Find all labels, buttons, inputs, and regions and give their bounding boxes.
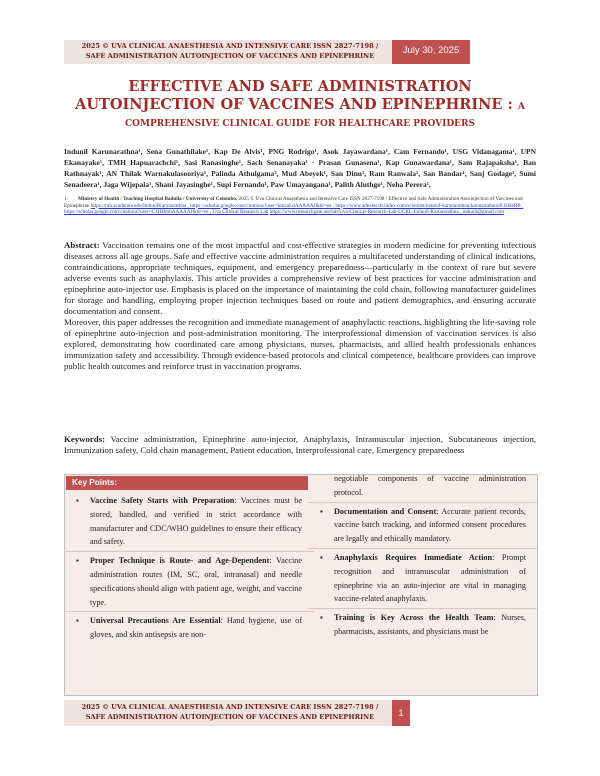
key-point-item <box>76 494 302 549</box>
page-number: 1 <box>392 700 410 726</box>
key-point-heading: Documentation and Consent <box>334 506 437 516</box>
keywords-label: Keywords: <box>64 434 106 444</box>
key-point-text: : Accurate patient records, vaccine batch tracking, and informed consent procedures are legally and ethically mandatory. <box>334 506 526 544</box>
key-points-title: Key Points: <box>66 476 308 490</box>
affiliation-links[interactable]: https://ruh.academia.edu/IndunilKarunarathna , https://scholar.google.com/citations?user=kmcaLdAAAAAJ&hl=en , https://www.adexter.ifr.index.com/scientist/indunil-karunarathna/karunarathna/K11BeRB , https://scholar.google.com/citations?user=C1HHmbAAAAAJ&hl=en , Uva Clinical Research Lab <box>64 202 524 216</box>
article-title-line2-text: AUTOINJECTION OF VACCINES AND EPINEPHRINE : <box>75 96 513 113</box>
article-title-line1: EFFECTIVE AND SAFE ADMINISTRATION <box>128 78 472 95</box>
key-point-divider <box>308 548 538 549</box>
header-journal-line: 2025 © UVA CLINICAL ANAESTHESIA AND INTENSIVE CARE ISSN 2827-7198 / <box>81 42 379 50</box>
abstract-label: Abstract: <box>64 240 100 250</box>
keywords-text: Vaccine administration, Epinephrine auto-injector, Anaphylaxis, Intramuscular injection, Subcutaneous injection, Immunization safety, Cold chain management, Patient education, Interprofessional care, Emergency preparedness <box>64 434 536 455</box>
key-point-divider <box>64 551 314 552</box>
abstract <box>64 240 536 372</box>
key-point-text: : Hand hygiene, use of gloves, and skin antisepsis are non- <box>90 616 302 640</box>
abstract-paragraph-1 <box>64 240 536 317</box>
page-header <box>0 0 600 64</box>
key-point-text: : Vaccines must be stored, handled, and verified in strict accordance with manufacturer and CDC/WHO guidelines to ensure their efficacy and safety. <box>90 496 302 547</box>
key-point-heading: Anaphylaxis Requires Immediate Action <box>334 552 493 562</box>
key-points-right-column <box>320 472 526 641</box>
affiliation-number: 1. <box>64 196 68 202</box>
affiliation <box>64 196 536 216</box>
header-article-line: SAFE ADMINISTRATION AUTOINJECTION OF VACCINES AND EPINEPHRINE <box>85 52 375 60</box>
header-date: July 30, 2025 <box>402 45 460 56</box>
key-point-text: : Prompt recognition and intramuscular administration of epinephrine via an auto-injector are vital in managing vaccine-related anaphylaxis. <box>334 552 526 604</box>
footer-journal-line: 2025 © UVA CLINICAL ANAESTHESIA AND INTENSIVE CARE ISSN 2827-7198 / <box>81 703 379 711</box>
abstract-text-1: Vaccination remains one of the most impactful and cost-effective strategies in modern medicine for preventing infectious diseases across all age groups. Safe and effective vaccine administration requires a multifaceted understanding of clinical indications, contraindications, appropriate techniques, equipment, and emergency preparedness—particularly in the context of rare but severe adverse events such as anaphylaxis. This article provides a comprehensive review of best practices for vaccine administration and epinephrine auto-injector use. Emphasis is placed on the importance of maintaining the cold chain, following manufacturer guidelines for storage and handling, employing proper injection techniques based on route and patient demographics, and ensuring accurate documentation and consent. <box>64 240 536 316</box>
key-point-item <box>76 614 302 642</box>
author-list: Indunil Karunarathna¹, Sena Gunathilake¹, Kap De Alvis¹, PNG Rodrigo¹, Asok Jayawardana¹, Cam Fernando¹, USG Vidanagama¹, UPN Ekanayake¹, TMH Hapuarachchi¹, Sasi Ranasinghe¹, Sach Senanayaka¹ · Prasan Gunasena¹, Kap Gunawardana¹, Sam Rajapaksha¹, Ban Rathnayak¹, AN Thilak Warnakulasooriya¹, Palinda Athulgama¹, Mud Abeyek¹, San Dinu¹, Ram Ranwala¹, San Bandar¹, Sanj Godage¹, Sumi Senadeera¹, Jaga Wijepala¹, Shani Jayasinghe¹, Supi Fernando¹, Paw Umayangana¹, Palith Aluthge¹, Neha Perera¹, <box>64 147 536 189</box>
key-point-heading: Proper Technique is Route- and Age-Dependent <box>90 556 270 566</box>
key-point-text: : Vaccine administration routes (IM, SC, oral, intranasal) and needle specifications should align with patient age, weight, and vaccine type. <box>90 556 302 607</box>
key-point-continuation: negotiable components of vaccine administration protocol. <box>334 474 526 497</box>
article-subtitle: COMPREHENSIVE CLINICAL GUIDE FOR HEALTHCARE PROVIDERS <box>124 119 475 129</box>
affiliation-links-2[interactable]: https://www.researchgate.net/lab/Uva-Clinical-Research-Lab-UCRL-Indunil-Karunarathna , indunil@gmail.com <box>269 209 505 216</box>
affiliation-text: Ministry of Health / Teaching Hospital Badulla / University of Colombo. <box>78 196 238 202</box>
key-point-text: : Nurses, pharmacists, assistants, and physicians must be <box>334 613 527 636</box>
key-point-divider <box>308 608 538 609</box>
footer-article-line: SAFE ADMINISTRATION AUTOINJECTION OF VACCINES AND EPINEPHRINE <box>85 713 375 721</box>
article-title-line2 <box>0 96 600 113</box>
key-point-item <box>76 554 302 609</box>
keywords <box>64 434 536 456</box>
key-point-heading: Training is Key Across the Health Team <box>334 613 494 623</box>
key-point-heading: Vaccine Safety Starts with Preparation <box>90 496 235 505</box>
key-point-item <box>320 505 526 546</box>
key-point-divider <box>308 502 538 503</box>
key-point-heading: Universal Precautions Are Essential <box>90 616 221 626</box>
key-point-item <box>320 611 526 639</box>
key-point-item <box>320 551 526 606</box>
abstract-paragraph-2: Moreover, this paper addresses the recognition and immediate management of anaphylactic reactions, highlighting the life-saving role of epinephrine auto-injection and post-administration monitoring. The interprofessional dimension of vaccination services is also explored, demonstrating how coordinated care among physicians, nurses, pharmacists, and allied health professionals enhances immunization safety and accessibility. Through evidence-based protocols and clinical competence, healthcare providers can improve public health outcomes and reinforce trust in vaccination programs. <box>64 317 536 371</box>
affiliation-journal: 2025 © Uva Clinical Anaesthesia and Intensive Care ISSN 2827-7198 / Effective and Safe Administration Autoinjection of Vaccines and Epinephrine <box>64 196 523 209</box>
key-point-divider <box>64 611 314 612</box>
key-points-left-column <box>76 494 302 644</box>
article-title-line2-suffix: A <box>517 102 525 112</box>
